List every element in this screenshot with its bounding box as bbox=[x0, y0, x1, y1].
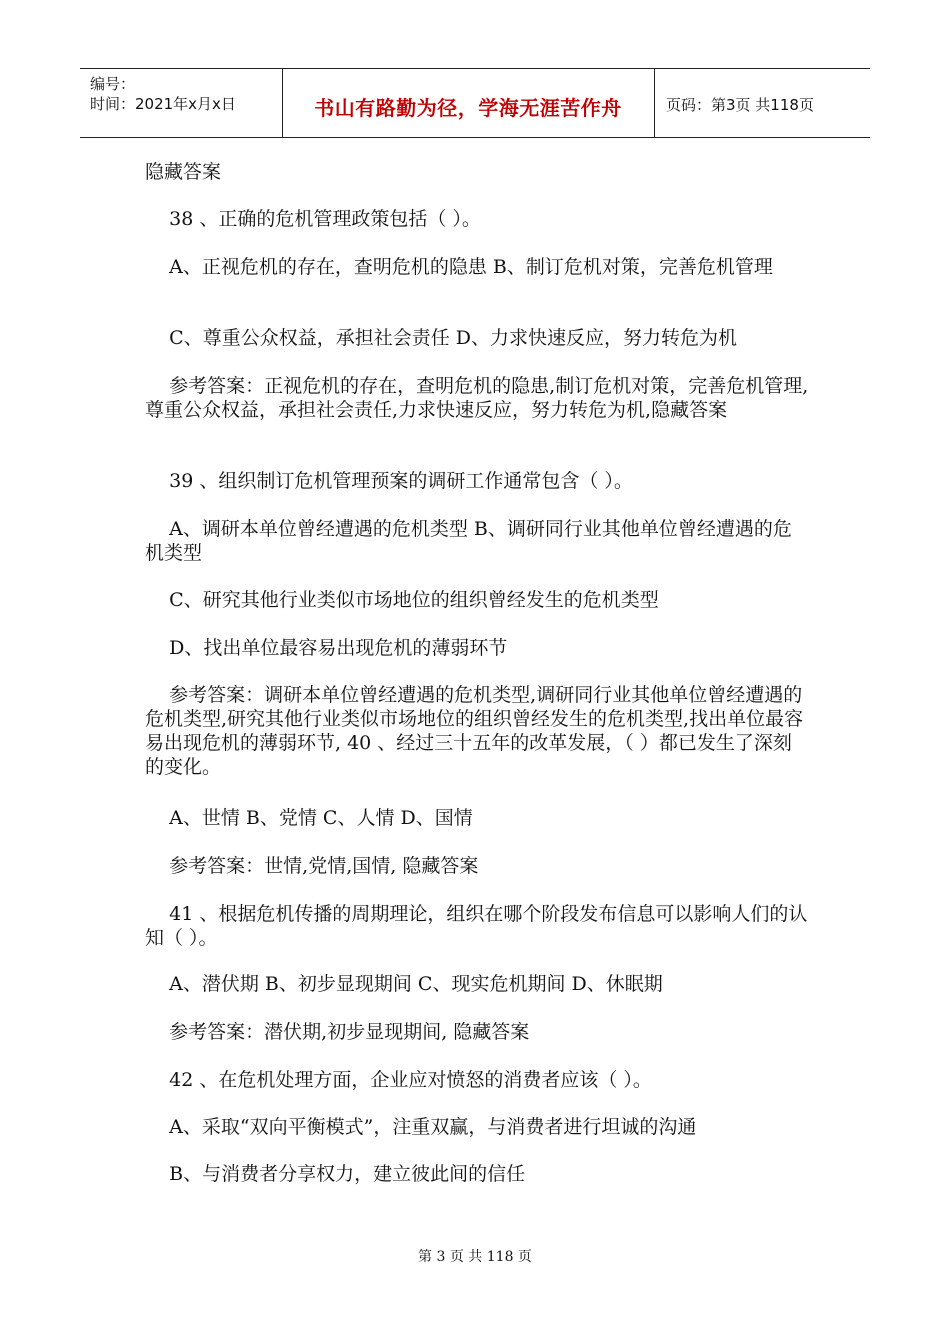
question-41: 41 、根据危机传播的周期理论，组织在哪个阶段发布信息可以影响人们的认知（ ）。 bbox=[145, 903, 808, 949]
question-42: 42 、在危机处理方面，企业应对愤怒的消费者应该（ ）。 bbox=[145, 1069, 652, 1091]
question-39-options-ab: A、调研本单位曾经遭遇的危机类型 B、调研同行业其他单位曾经遭遇的危机类型 bbox=[145, 518, 792, 564]
question-39-option-d: D、找出单位最容易出现危机的薄弱环节 bbox=[145, 637, 508, 659]
question-38: 38 、正确的危机管理政策包括（ ）。 bbox=[145, 208, 481, 230]
page-header bbox=[80, 68, 870, 138]
header-motto-cell bbox=[282, 69, 655, 137]
question-42-option-a: A、采取“双向平衡模式”，注重双赢，与消费者进行坦诚的沟通 bbox=[145, 1116, 697, 1138]
document-number-label: 编号： bbox=[90, 75, 136, 93]
question-41-options: A、潜伏期 B、初步显现期间 C、现实危机期间 D、休眠期 bbox=[145, 973, 663, 995]
answer-hidden-note: 隐藏答案 bbox=[145, 161, 222, 183]
question-38-options-ab: A、正视危机的存在，查明危机的隐患 B、制订危机对策，完善危机管理 bbox=[145, 256, 773, 278]
question-42-option-b: B、与消费者分享权力，建立彼此间的信任 bbox=[145, 1163, 526, 1185]
header-meta-cell bbox=[80, 69, 283, 137]
header-page-cell bbox=[654, 69, 870, 137]
header-page-info: 页码：第3页 共118页 bbox=[666, 96, 814, 114]
document-date-label: 时间：2021年x月x日 bbox=[90, 95, 236, 113]
question-39: 39 、组织制订危机管理预案的调研工作通常包含（ ）。 bbox=[145, 470, 633, 492]
question-39-option-c: C、研究其他行业类似市场地位的组织曾经发生的危机类型 bbox=[145, 589, 659, 611]
question-39-answer-and-question-40: 参考答案：调研本单位曾经遭遇的危机类型,调研同行业其他单位曾经遭遇的危机类型,研究其他行业类似市场地位的组织曾经发生的危机类型,找出单位最容易出现危机的薄弱环节, 40 、经过三十五年的改革发展，（ ）都已发生了深刻的变化。 bbox=[145, 684, 804, 778]
question-38-options-cd: C、尊重公众权益，承担社会责任 D、力求快速反应，努力转危为机 bbox=[145, 327, 737, 349]
question-40-options: A、世情 B、党情 C、人情 D、国情 bbox=[145, 807, 473, 829]
question-40-answer: 参考答案：世情,党情,国情, 隐藏答案 bbox=[145, 855, 479, 877]
question-38-answer: 参考答案：正视危机的存在，查明危机的隐患,制订危机对策，完善危机管理,尊重公众权益，承担社会责任,力求快速反应，努力转危为机,隐藏答案 bbox=[145, 375, 809, 421]
header-motto: 书山有路勤为径，学海无涯苦作舟 bbox=[314, 96, 622, 120]
page-footer: 第 3 页 共 118 页 bbox=[418, 1249, 532, 1265]
question-41-answer: 参考答案：潜伏期,初步显现期间, 隐藏答案 bbox=[145, 1021, 530, 1043]
